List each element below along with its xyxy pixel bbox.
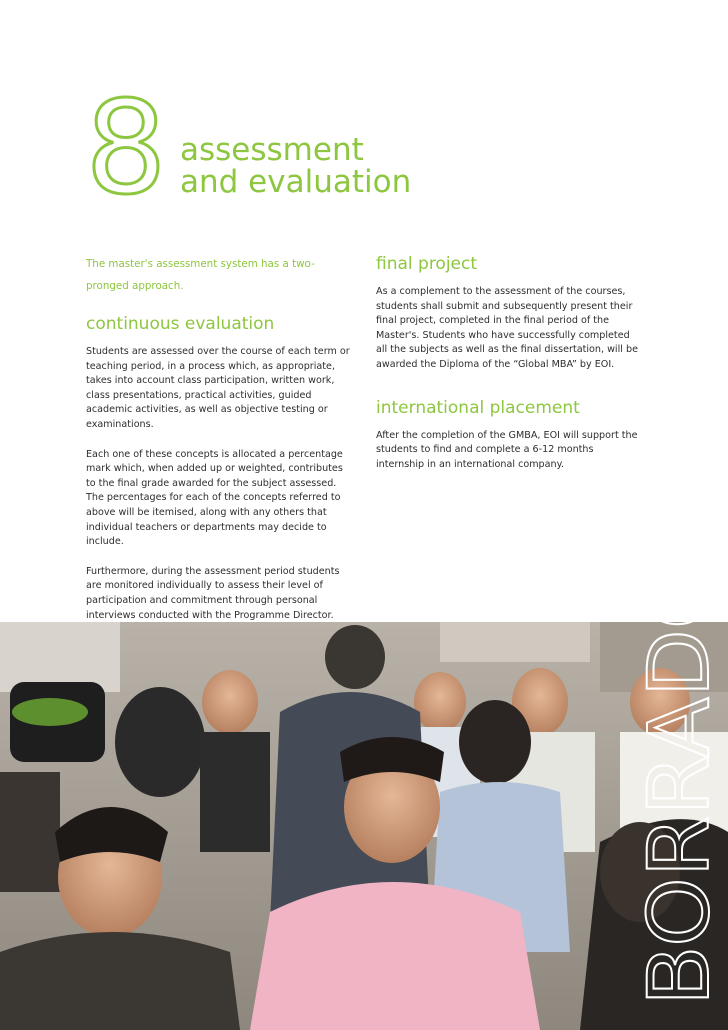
- left-column: [86, 253, 354, 638]
- borrador-watermark-text: BORRADOR: [630, 523, 728, 1006]
- continuous-evaluation-paragraph-3: Furthermore, during the assessment period students are monitored individually to assess their level of participation and commitment through personal interviews conducted with the Programme Director.: [86, 565, 340, 621]
- chapter-title-line1: assessment: [180, 132, 364, 168]
- right-column: [376, 253, 638, 487]
- continuous-evaluation-paragraph-2: Each one of these concepts is allocated a percentage mark which, when added up or weighted, contributes to the final grade awarded for the subject assessed. The percentages for each of the concepts referred to above will be itemised, along with any others that individual teachers or departments may decide to include.: [86, 448, 343, 548]
- chapter-title: [180, 134, 411, 198]
- chapter-number: [85, 74, 167, 223]
- international-placement-paragraph: After the completion of the GMBA, EOI will support the students to find and complete a 6-12 months internship in an international company.: [376, 429, 638, 470]
- chapter-title-line2: and evaluation: [180, 164, 412, 200]
- classroom-photo: [0, 622, 728, 1030]
- continuous-evaluation-heading: continuous evaluation: [86, 314, 275, 334]
- international-placement-heading: international placement: [376, 397, 580, 418]
- final-project-paragraph: As a complement to the assessment of the courses, students shall submit and subsequently present their final project, completed in the final period of the Master's. Students who have successfully completed all the subjects as well as the final dissertation, will be awarded the Diploma of the “Global MBA” by EOI.: [376, 286, 638, 370]
- final-project-heading: final project: [376, 254, 478, 274]
- borrador-watermark: [630, 496, 728, 1008]
- chapter-number-text: 8: [85, 74, 167, 223]
- intro-text: The master's assessment system has a two-pronged approach.: [86, 258, 315, 292]
- continuous-evaluation-paragraph-1: Students are assessed over the course of each term or teaching period, in a process which, as appropriate, takes into account class participation, written work, class presentations, practical activities, guided academic activities, as well as objective testing or examinations.: [86, 346, 350, 430]
